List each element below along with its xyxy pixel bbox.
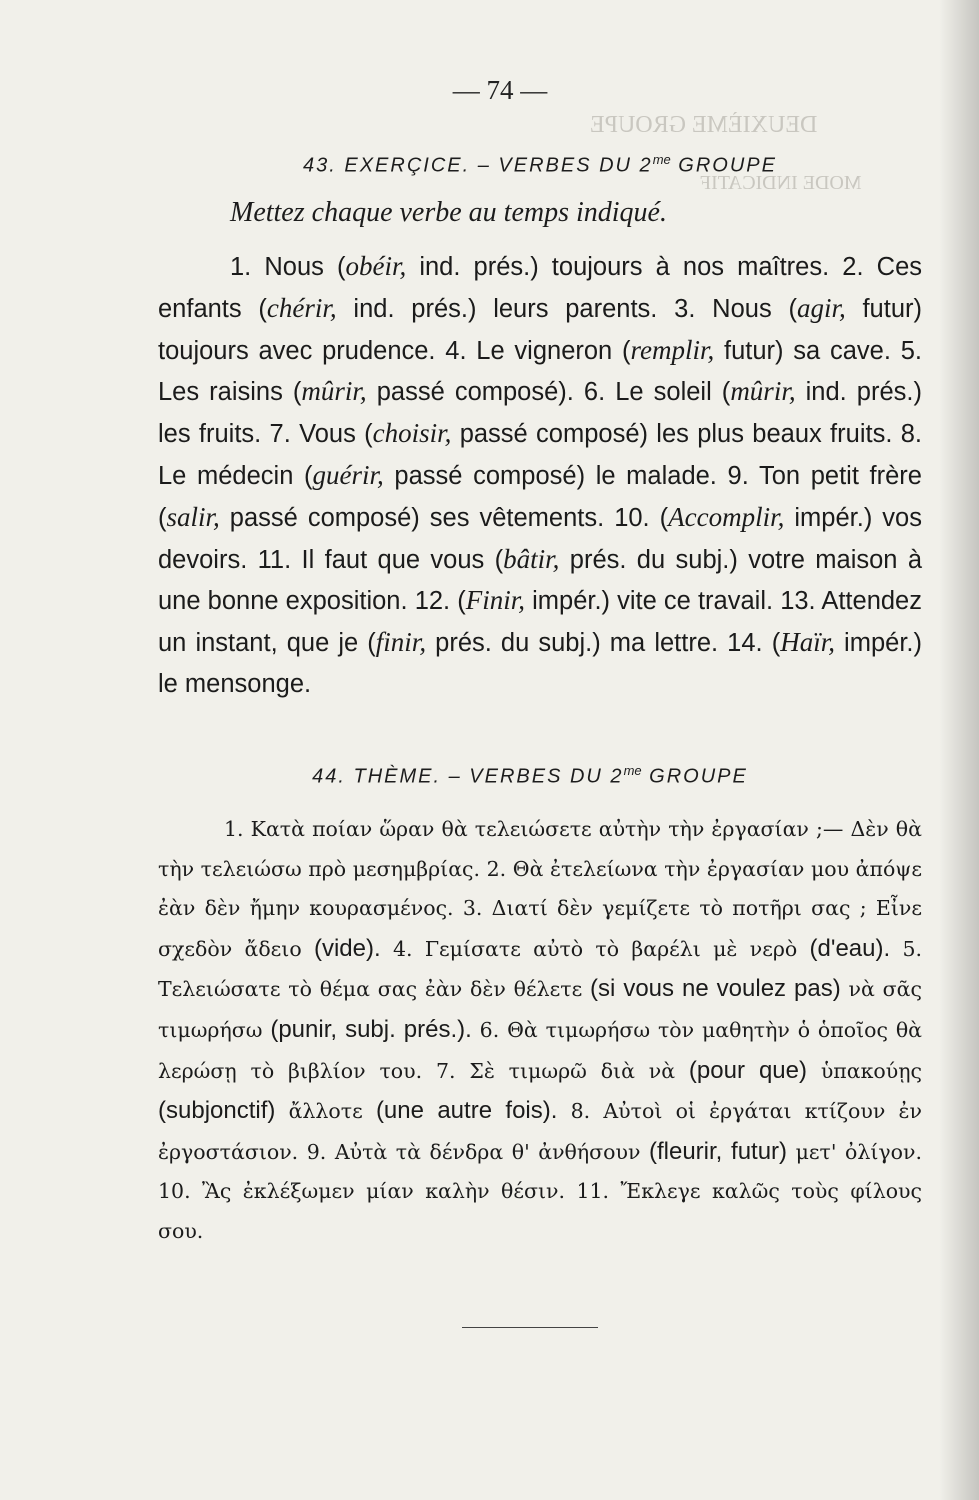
theme-title: THÈME. – VERBES DU 2 — [353, 765, 624, 788]
sentence-text: 7. Vous ( — [269, 420, 373, 449]
sentence-text: prés. du subj.) ma lettre. — [426, 629, 728, 658]
sentence-verb: Finir, — [465, 585, 525, 616]
sentence-text: passé composé) le malade. — [383, 461, 728, 490]
theme-greek-text: νὰ σᾶς τιμωρήσω — [158, 977, 922, 1042]
theme-french-gloss: (punir, subj. prés.). — [270, 1015, 472, 1043]
sentence-text: 1. Nous ( — [230, 253, 346, 281]
sentence-verb: remplir, — [630, 334, 715, 365]
sentence-text: ind. prés.) les fruits. — [158, 378, 922, 449]
exercise-instruction: Mettez chaque verbe au temps indiqué. — [230, 197, 667, 228]
sentence-verb: obéir, — [345, 251, 407, 281]
sentence-verb: chérir, — [266, 292, 337, 323]
sentence-text: 5. Les raisins ( — [158, 336, 922, 407]
sentence-verb: choisir, — [372, 418, 452, 449]
sentence-verb: finir, — [375, 627, 427, 658]
sentence-verb: salir, — [166, 501, 220, 532]
sentence-verb: agir, — [796, 292, 846, 323]
sentence-text: 10. ( — [614, 503, 669, 532]
theme-french-gloss: (pour que) — [688, 1056, 807, 1084]
theme-greek-text: 6. Θὰ τιμωρήσω τὸν μαθητὴν ὁ ὁποῖος θὰ λερώσῃ τὸ βιβλίον του. 7. Σὲ τιμωρῶ διὰ νὰ — [158, 1017, 923, 1083]
sentence-text: passé composé) les plus beaux fruits. — [451, 420, 901, 449]
show-through-subheading: MODE INDICATIF — [700, 172, 862, 194]
exercise-title: EXERÇICE. – VERBES DU 2 — [344, 154, 653, 177]
sentence-text: 2. Ces enfants ( — [158, 253, 923, 323]
exercise-sentence — [230, 253, 842, 281]
theme-heading — [150, 763, 910, 789]
sentence-text: impér.) vite ce travail. — [525, 587, 781, 616]
theme-greek-text: 4. Γεμίσατε αὐτὸ τὸ βαρέλι μὲ νερὸ — [380, 936, 810, 961]
theme-french-gloss: (vide). — [313, 934, 381, 962]
sentence-text: 8. Le médecin ( — [158, 420, 922, 490]
exercise-title-end: GROUPE — [670, 154, 777, 177]
exercise-title-sup: me — [652, 152, 671, 167]
theme-french-gloss: (d'eau). — [809, 934, 891, 962]
theme-body — [158, 810, 922, 1252]
sentence-verb: mûrir, — [301, 376, 367, 407]
sentence-text: prés. du subj.) votre maison à une bonne exposition. — [158, 545, 923, 616]
sentence-text: 14. ( — [727, 629, 781, 658]
sentence-text: ind. prés.) toujours à nos maîtres. — [406, 253, 843, 281]
exercise-sentence — [415, 587, 781, 615]
sentence-text: futur) toujours avec prudence. — [158, 294, 922, 365]
sentence-verb: mûrir, — [730, 376, 796, 407]
exercise-number: 43. — [303, 154, 337, 177]
page-gutter-shadow — [939, 0, 979, 1500]
exercise-heading — [160, 152, 920, 178]
sentence-text: 9. Ton petit frère ( — [158, 461, 922, 532]
theme-greek-text: 5. Τελειώσατε τὸ θέμα σας ἐὰν δὲν θέλετε — [158, 936, 923, 1002]
section-divider — [462, 1327, 598, 1328]
exercise-body — [158, 246, 922, 705]
theme-greek-text: ὑπακούῃς — [806, 1058, 922, 1083]
sentence-text: 12. ( — [414, 587, 466, 616]
theme-french-gloss: (fleurir, futur) — [648, 1137, 788, 1165]
sentence-text: futur) sa cave. — [714, 336, 901, 365]
sentence-text: 4. Le vigneron ( — [445, 336, 631, 365]
show-through-heading: DEUXIÈME GROUPE — [590, 112, 818, 138]
page-number: — 74 — — [452, 75, 548, 105]
sentence-verb: Accomplir, — [668, 501, 785, 532]
exercise-sentence — [445, 334, 901, 365]
theme-greek-text: 8. Αὐτοὶ οἱ ἐργάται κτίζουν ἐν ἐργοστάσιον. 9. Αὐτὰ τὰ δένδρα θ' ἀνθήσουν — [158, 1099, 922, 1164]
sentence-text: 13. Attendez un instant, que je ( — [158, 587, 922, 658]
theme-greek-text: μετ' ὀλίγον. 10. Ἂς ἐκλέξωμεν μίαν καλὴν θέσιν. 11. Ἔκλεγε καλῶς τοὺς φίλους σου. — [158, 1139, 922, 1243]
sentence-verb: guérir, — [312, 459, 384, 490]
theme-french-gloss: (subjonctif) — [158, 1097, 276, 1125]
sentence-text: 11. Il faut que vous ( — [257, 545, 504, 574]
theme-number: 44. — [312, 765, 346, 788]
theme-french-gloss: (si vous ne voulez pas) — [590, 975, 841, 1003]
sentence-text: 6. Le soleil ( — [583, 378, 731, 407]
theme-french-gloss: (une autre fois). — [375, 1097, 558, 1125]
theme-greek-text: ἄλλοτε — [275, 1099, 376, 1124]
sentence-text: ind. prés.) leurs parents. — [336, 294, 675, 323]
sentence-text: passé composé). — [366, 378, 584, 407]
theme-greek-text: 1. Κατὰ ποίαν ὥραν θὰ τελειώσετε αὐτὴν τὴν ἐργασίαν ;— Δὲν θὰ τὴν τελειώσω πρὸ μεσημβρίας. 2. Θὰ ἐτελείωνα τὴν ἐργασίαν μου ἀπόψε ἐὰν δὲν ἤμην κουρασμένος. 3. Διατί δὲν γεμίζετε τὸ ποτῆρι σας ; Εἶνε σχεδὸν ἄδειο — [158, 817, 922, 961]
sentence-text: 3. Nous ( — [674, 294, 797, 323]
sentence-verb: Haïr, — [780, 627, 835, 658]
sentence-text: impér.) vos devoirs. — [158, 503, 922, 574]
sentence-text: impér.) le mensonge. — [158, 629, 922, 698]
sentence-verb: bâtir, — [503, 543, 560, 574]
sentence-text: passé composé) ses vêtements. — [219, 503, 615, 532]
theme-title-end: GROUPE — [641, 765, 748, 788]
exercise-sentence — [270, 420, 901, 448]
theme-title-sup: me — [623, 763, 642, 778]
